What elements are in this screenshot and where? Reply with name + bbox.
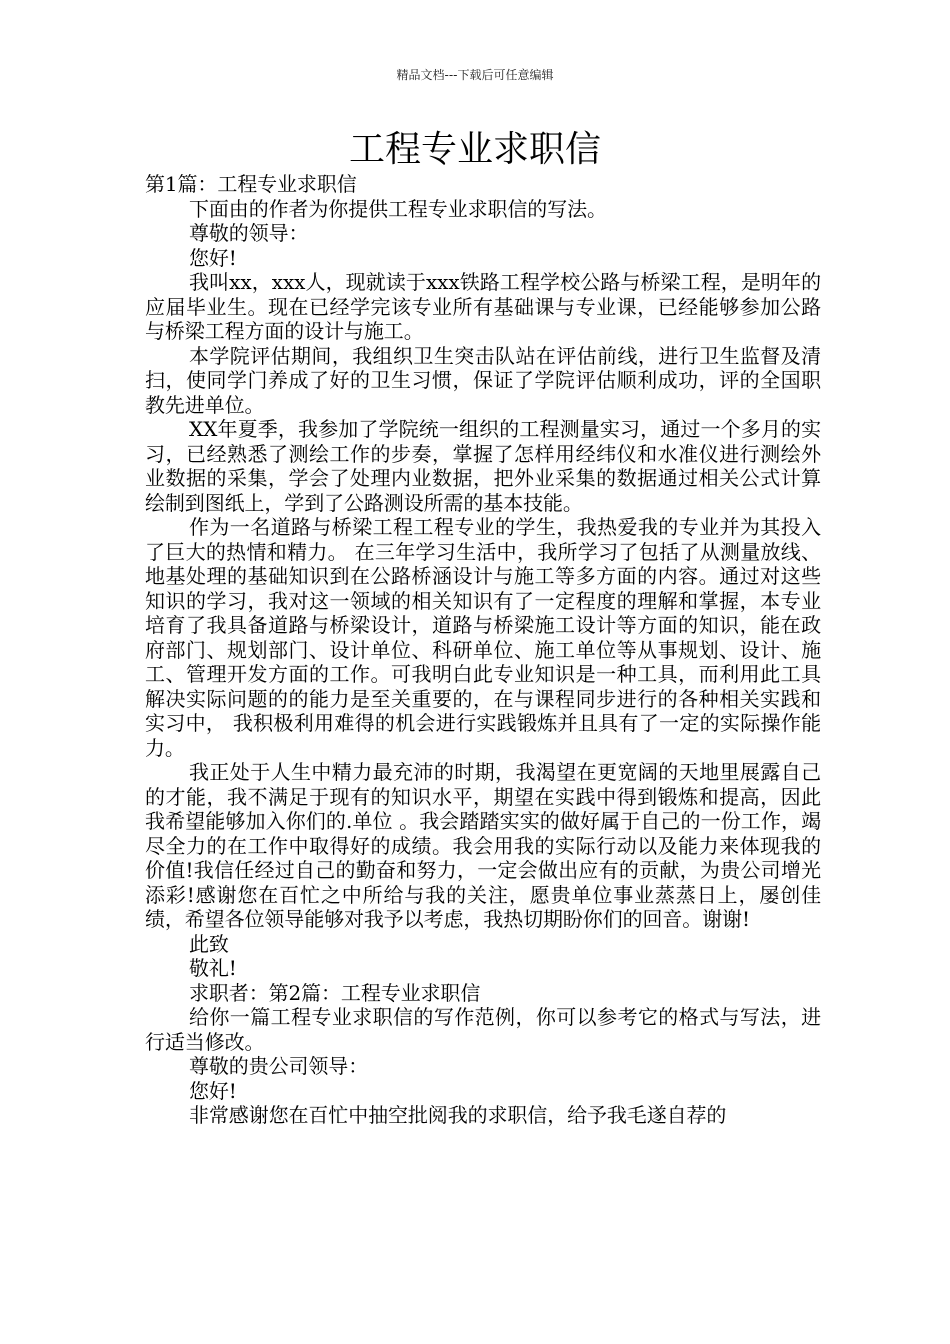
- page-header: 精品文档---下载后可任意编辑: [396, 68, 554, 82]
- paragraph: 作为一名道路与桥梁工程工程专业的学生，我热爱我的专业并为其投入了巨大的热情和精力。 在三年学习生活中，我所学习了包括了从测量放线、地基处理的基础知识到在公路桥涵设计与施工等多方面的内容。通过对这些知识的学习，我对这一领域的相关知识有了一定程度的理解和掌握，本专业培育了我具备道路与桥梁设计，道路与桥梁施工设计等方面的知识，能在政府部门、规划部门、设计单位、科研单位、施工单位等从事规划、设计、施工、管理开发方面的工作。可我明白此专业知识是一种工具，而利用此工具解决实际问题的的能力是至关重要的，在与课程同步进行的各种相关实践和实习中， 我积极利用难得的机会进行实践锻炼并且具有了一定的实际操作能力。: [145, 515, 821, 760]
- paragraph: 给你一篇工程专业求职信的写作范例，你可以参考它的格式与写法，进行适当修改。: [145, 1005, 821, 1054]
- paragraph: 我正处于人生中精力最充沛的时期，我渴望在更宽阔的天地里展露自己的才能，我不满足于现有的知识水平，期望在实践中得到锻炼和提高，因此我希望能够加入你们的.单位 。我会踏踏实实的做好属于自己的一份工作，竭尽全力的在工作中取得好的成绩。我会用我的实际行动以及能力来体现我的价值!我信任经过自己的勤奋和努力，一定会做出应有的贡献，为贵公司增光添彩!感谢您在百忙之中所给与我的关注，愿贵单位事业蒸蒸日上，屡创佳绩，希望各位领导能够对我予以考虑，我热切期盼你们的回音。谢谢!: [145, 760, 821, 931]
- paragraph: 您好!: [189, 245, 237, 270]
- document-title: 工程专业求职信: [348, 129, 601, 170]
- paragraph: 求职者：第2篇：工程专业求职信: [189, 980, 481, 1005]
- paragraph: 此致: [189, 931, 229, 956]
- paragraph: 非常感谢您在百忙中抽空批阅我的求职信，给予我毛遂自荐的: [189, 1103, 727, 1127]
- paragraph: 尊敬的领导：: [189, 221, 309, 245]
- paragraph: 我叫xx，xxx人，现就读于xxx铁路工程学校公路与桥梁工程，是明年的应届毕业生。现在已经学完该专业所有基础课与专业课，已经能够参加公路与桥梁工程方面的设计与施工。: [145, 270, 821, 343]
- paragraph: 您好!: [189, 1078, 237, 1103]
- paragraph: 尊敬的贵公司领导：: [189, 1054, 369, 1078]
- paragraph: 下面由的作者为你提供工程专业求职信的写法。: [189, 196, 607, 221]
- paragraph: 第1篇：工程专业求职信: [145, 172, 357, 196]
- paragraph: 本学院评估期间，我组织卫生突击队站在评估前线，进行卫生监督及清扫，使同学门养成了好的卫生习惯，保证了学院评估顺利成功，评的全国职教先进单位。: [145, 343, 821, 417]
- paragraph: 敬礼!: [189, 956, 237, 980]
- document-body: [145, 172, 821, 1128]
- paragraph: XX年夏季，我参加了学院统一组织的工程测量实习，通过一个多月的实习，已经熟悉了测绘工作的步奏，掌握了怎样用经纬仪和水准仪进行测绘外业数据的采集，学会了处理内业数据，把外业采集的数据通过相关公式计算绘制到图纸上，学到了公路测设所需的基本技能。: [145, 417, 821, 515]
